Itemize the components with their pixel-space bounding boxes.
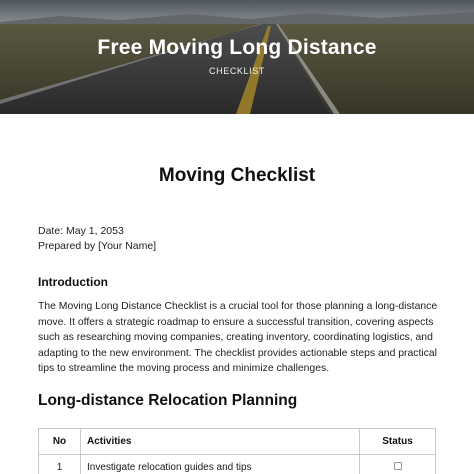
column-header-status: Status xyxy=(360,429,436,455)
header-banner xyxy=(0,0,474,114)
document-prepared-by: Prepared by [Your Name] xyxy=(38,240,157,252)
row-number: 1 xyxy=(39,455,81,474)
introduction-heading: Introduction xyxy=(38,275,108,289)
relocation-heading: Long-distance Relocation Planning xyxy=(38,392,298,409)
table-header-row xyxy=(39,429,436,455)
header-title: Free Moving Long Distance xyxy=(97,36,377,59)
introduction-body: The Moving Long Distance Checklist is a crucial tool for those planning a long-distance move. It offers a strategic roadmap to ensure a successful transition, covering aspects such as researching moving companies, creating inventory, coordinating logistics, and adapting to the new environment. The checklist provides actionable steps and practical tips to streamline the moving process and minimize challenges. xyxy=(38,301,438,374)
table-row xyxy=(39,455,436,474)
row-activity: Investigate relocation guides and tips xyxy=(81,455,360,474)
document-title: Moving Checklist xyxy=(158,165,316,186)
relocation-table xyxy=(38,428,436,474)
status-checkbox[interactable] xyxy=(394,462,402,470)
row-status xyxy=(360,455,436,474)
column-header-no: No xyxy=(39,429,81,455)
column-header-activities: Activities xyxy=(81,429,360,455)
header-subtitle: CHECKLIST xyxy=(209,66,265,76)
document-date: Date: May 1, 2053 xyxy=(38,225,124,237)
